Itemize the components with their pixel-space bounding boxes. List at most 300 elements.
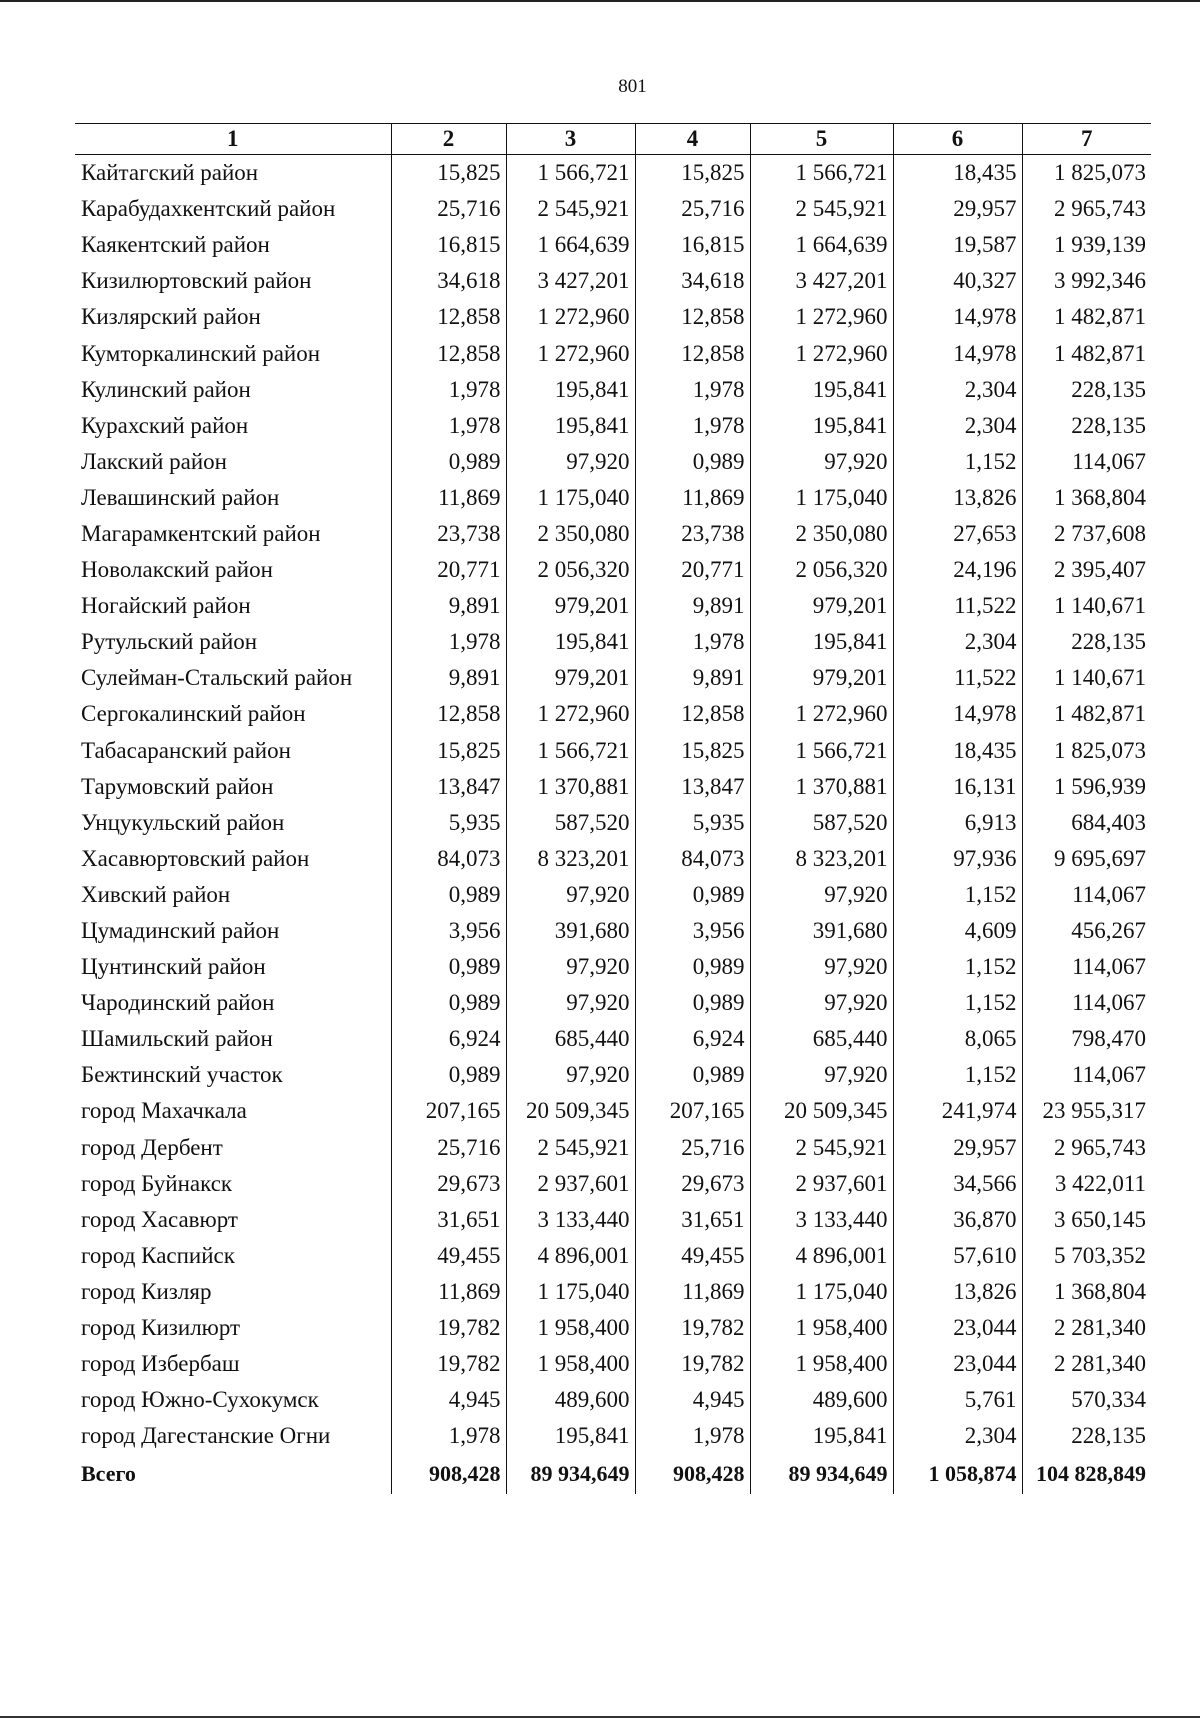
value-c7: 1 596,939: [1022, 769, 1151, 805]
table-total-row: [75, 1454, 1151, 1494]
value-c3: 1 566,721: [506, 733, 635, 769]
table-row: [75, 985, 1151, 1021]
value-c3: 1 272,960: [506, 696, 635, 732]
value-c6: 14,978: [893, 696, 1022, 732]
value-c4: 19,782: [635, 1310, 750, 1346]
municipality-name: город Избербаш: [75, 1346, 391, 1382]
value-c5: 1 175,040: [750, 480, 893, 516]
municipality-name: Цунтинский район: [75, 949, 391, 985]
municipality-name: Тарумовский район: [75, 769, 391, 805]
value-c6: 5,761: [893, 1382, 1022, 1418]
value-c4: 0,989: [635, 1057, 750, 1093]
value-c5: 97,920: [750, 985, 893, 1021]
value-c7: 228,135: [1022, 1418, 1151, 1454]
municipality-name: Карабудахкентский район: [75, 191, 391, 227]
value-c4: 9,891: [635, 588, 750, 624]
value-c6: 8,065: [893, 1021, 1022, 1057]
value-c5: 587,520: [750, 805, 893, 841]
value-c6: 4,609: [893, 913, 1022, 949]
value-c2: 19,782: [391, 1310, 506, 1346]
value-c6: 11,522: [893, 660, 1022, 696]
value-c2: 0,989: [391, 877, 506, 913]
table-row: [75, 1382, 1151, 1418]
table-row: [75, 733, 1151, 769]
value-c3: 391,680: [506, 913, 635, 949]
value-c3: 2 545,921: [506, 1130, 635, 1166]
total-value-c7: 104 828,849: [1022, 1454, 1151, 1494]
value-c2: 9,891: [391, 660, 506, 696]
total-value-c2: 908,428: [391, 1454, 506, 1494]
value-c7: 23 955,317: [1022, 1093, 1151, 1129]
value-c4: 11,869: [635, 480, 750, 516]
municipality-name: Хивский район: [75, 877, 391, 913]
value-c4: 15,825: [635, 733, 750, 769]
value-c2: 25,716: [391, 1130, 506, 1166]
value-c7: 2 737,608: [1022, 516, 1151, 552]
table-row: [75, 1418, 1151, 1454]
value-c7: 456,267: [1022, 913, 1151, 949]
table-row: [75, 191, 1151, 227]
value-c6: 34,566: [893, 1166, 1022, 1202]
value-c6: 13,826: [893, 480, 1022, 516]
value-c4: 9,891: [635, 660, 750, 696]
table-row: [75, 1021, 1151, 1057]
municipality-name: город Дербент: [75, 1130, 391, 1166]
value-c4: 1,978: [635, 408, 750, 444]
municipality-name: город Кизляр: [75, 1274, 391, 1310]
municipality-name: Кайтагский район: [75, 155, 391, 192]
value-c3: 3 133,440: [506, 1202, 635, 1238]
value-c7: 2 281,340: [1022, 1346, 1151, 1382]
value-c3: 1 175,040: [506, 1274, 635, 1310]
value-c5: 391,680: [750, 913, 893, 949]
value-c3: 1 370,881: [506, 769, 635, 805]
value-c3: 587,520: [506, 805, 635, 841]
column-header-4: 4: [635, 124, 750, 155]
value-c3: 489,600: [506, 1382, 635, 1418]
value-c3: 2 545,921: [506, 191, 635, 227]
value-c2: 9,891: [391, 588, 506, 624]
value-c7: 570,334: [1022, 1382, 1151, 1418]
value-c5: 1 175,040: [750, 1274, 893, 1310]
value-c3: 979,201: [506, 660, 635, 696]
value-c5: 8 323,201: [750, 841, 893, 877]
value-c3: 195,841: [506, 372, 635, 408]
table-row: [75, 1093, 1151, 1129]
value-c5: 489,600: [750, 1382, 893, 1418]
table-header-row: [75, 124, 1151, 155]
table-row: [75, 1274, 1151, 1310]
value-c4: 11,869: [635, 1274, 750, 1310]
value-c7: 2 281,340: [1022, 1310, 1151, 1346]
value-c2: 19,782: [391, 1346, 506, 1382]
value-c4: 23,738: [635, 516, 750, 552]
value-c3: 1 664,639: [506, 227, 635, 263]
table-row: [75, 372, 1151, 408]
municipality-name: Унцукульский район: [75, 805, 391, 841]
value-c4: 0,989: [635, 877, 750, 913]
value-c6: 16,131: [893, 769, 1022, 805]
value-c7: 3 992,346: [1022, 263, 1151, 299]
value-c2: 15,825: [391, 733, 506, 769]
value-c4: 0,989: [635, 985, 750, 1021]
value-c2: 1,978: [391, 408, 506, 444]
value-c2: 3,956: [391, 913, 506, 949]
value-c5: 1 272,960: [750, 299, 893, 335]
value-c4: 207,165: [635, 1093, 750, 1129]
value-c5: 1 272,960: [750, 335, 893, 371]
column-header-1: 1: [75, 124, 391, 155]
value-c2: 4,945: [391, 1382, 506, 1418]
table-row: [75, 696, 1151, 732]
value-c2: 11,869: [391, 1274, 506, 1310]
value-c7: 2 965,743: [1022, 191, 1151, 227]
municipality-name: город Южно-Сухокумск: [75, 1382, 391, 1418]
total-label: Всего: [75, 1454, 391, 1494]
table-row: [75, 949, 1151, 985]
value-c4: 0,989: [635, 444, 750, 480]
value-c2: 29,673: [391, 1166, 506, 1202]
municipality-name: город Каспийск: [75, 1238, 391, 1274]
value-c5: 195,841: [750, 408, 893, 444]
municipality-name: город Дагестанские Огни: [75, 1418, 391, 1454]
table-row: [75, 624, 1151, 660]
value-c5: 979,201: [750, 588, 893, 624]
value-c6: 11,522: [893, 588, 1022, 624]
table-row: [75, 299, 1151, 335]
value-c5: 97,920: [750, 949, 893, 985]
table-row: [75, 1130, 1151, 1166]
value-c5: 97,920: [750, 877, 893, 913]
value-c7: 1 825,073: [1022, 733, 1151, 769]
value-c2: 6,924: [391, 1021, 506, 1057]
table-row: [75, 516, 1151, 552]
value-c4: 19,782: [635, 1346, 750, 1382]
municipality-name: Новолакский район: [75, 552, 391, 588]
value-c2: 0,989: [391, 949, 506, 985]
value-c7: 1 368,804: [1022, 480, 1151, 516]
value-c4: 1,978: [635, 624, 750, 660]
value-c3: 979,201: [506, 588, 635, 624]
table-row: [75, 841, 1151, 877]
value-c6: 29,957: [893, 191, 1022, 227]
value-c5: 20 509,345: [750, 1093, 893, 1129]
value-c5: 97,920: [750, 1057, 893, 1093]
value-c2: 0,989: [391, 985, 506, 1021]
value-c3: 97,920: [506, 444, 635, 480]
value-c4: 1,978: [635, 372, 750, 408]
value-c2: 11,869: [391, 480, 506, 516]
value-c7: 684,403: [1022, 805, 1151, 841]
value-c4: 0,989: [635, 949, 750, 985]
table-row: [75, 227, 1151, 263]
value-c5: 1 958,400: [750, 1346, 893, 1382]
value-c7: 1 939,139: [1022, 227, 1151, 263]
total-value-c3: 89 934,649: [506, 1454, 635, 1494]
table-row: [75, 335, 1151, 371]
value-c4: 3,956: [635, 913, 750, 949]
municipality-name: Левашинский район: [75, 480, 391, 516]
value-c3: 1 566,721: [506, 155, 635, 192]
value-c2: 12,858: [391, 696, 506, 732]
value-c2: 13,847: [391, 769, 506, 805]
municipality-name: Ногайский район: [75, 588, 391, 624]
value-c3: 2 350,080: [506, 516, 635, 552]
value-c5: 1 566,721: [750, 155, 893, 192]
value-c5: 4 896,001: [750, 1238, 893, 1274]
value-c6: 1,152: [893, 985, 1022, 1021]
value-c7: 228,135: [1022, 372, 1151, 408]
value-c2: 12,858: [391, 335, 506, 371]
value-c3: 2 056,320: [506, 552, 635, 588]
value-c7: 114,067: [1022, 949, 1151, 985]
value-c6: 13,826: [893, 1274, 1022, 1310]
table-row: [75, 1346, 1151, 1382]
value-c3: 1 175,040: [506, 480, 635, 516]
value-c5: 685,440: [750, 1021, 893, 1057]
column-header-2: 2: [391, 124, 506, 155]
value-c7: 1 368,804: [1022, 1274, 1151, 1310]
value-c4: 20,771: [635, 552, 750, 588]
table-row: [75, 155, 1151, 192]
value-c6: 241,974: [893, 1093, 1022, 1129]
value-c2: 15,825: [391, 155, 506, 192]
value-c6: 57,610: [893, 1238, 1022, 1274]
value-c5: 2 545,921: [750, 191, 893, 227]
value-c3: 3 427,201: [506, 263, 635, 299]
table-row: [75, 805, 1151, 841]
municipality-name: город Буйнакск: [75, 1166, 391, 1202]
value-c6: 18,435: [893, 733, 1022, 769]
value-c3: 20 509,345: [506, 1093, 635, 1129]
value-c4: 5,935: [635, 805, 750, 841]
value-c5: 1 664,639: [750, 227, 893, 263]
value-c3: 1 272,960: [506, 299, 635, 335]
value-c7: 114,067: [1022, 1057, 1151, 1093]
table-body: [75, 155, 1151, 1495]
bottom-scan-edge: [0, 1716, 1200, 1718]
value-c4: 84,073: [635, 841, 750, 877]
total-value-c6: 1 058,874: [893, 1454, 1022, 1494]
value-c6: 18,435: [893, 155, 1022, 192]
value-c6: 14,978: [893, 335, 1022, 371]
value-c5: 2 350,080: [750, 516, 893, 552]
value-c4: 4,945: [635, 1382, 750, 1418]
municipality-name: Курахский район: [75, 408, 391, 444]
value-c5: 2 937,601: [750, 1166, 893, 1202]
table-row: [75, 913, 1151, 949]
value-c3: 1 958,400: [506, 1346, 635, 1382]
value-c2: 207,165: [391, 1093, 506, 1129]
value-c4: 12,858: [635, 335, 750, 371]
total-value-c4: 908,428: [635, 1454, 750, 1494]
municipality-name: Кулинский район: [75, 372, 391, 408]
table-row: [75, 660, 1151, 696]
value-c3: 4 896,001: [506, 1238, 635, 1274]
value-c5: 3 133,440: [750, 1202, 893, 1238]
total-value-c5: 89 934,649: [750, 1454, 893, 1494]
value-c2: 23,738: [391, 516, 506, 552]
municipality-name: Кизилюртовский район: [75, 263, 391, 299]
value-c3: 97,920: [506, 1057, 635, 1093]
table-row: [75, 877, 1151, 913]
page-number: 801: [618, 76, 647, 97]
value-c6: 97,936: [893, 841, 1022, 877]
value-c2: 12,858: [391, 299, 506, 335]
value-c3: 195,841: [506, 408, 635, 444]
value-c2: 25,716: [391, 191, 506, 227]
value-c7: 9 695,697: [1022, 841, 1151, 877]
municipality-name: Лакский район: [75, 444, 391, 480]
value-c5: 2 056,320: [750, 552, 893, 588]
value-c7: 228,135: [1022, 624, 1151, 660]
value-c7: 114,067: [1022, 877, 1151, 913]
value-c2: 1,978: [391, 1418, 506, 1454]
value-c4: 31,651: [635, 1202, 750, 1238]
municipality-name: Цумадинский район: [75, 913, 391, 949]
municipality-name: Рутульский район: [75, 624, 391, 660]
value-c2: 5,935: [391, 805, 506, 841]
value-c3: 8 323,201: [506, 841, 635, 877]
value-c4: 13,847: [635, 769, 750, 805]
value-c3: 685,440: [506, 1021, 635, 1057]
value-c6: 1,152: [893, 877, 1022, 913]
value-c7: 1 482,871: [1022, 696, 1151, 732]
value-c7: 228,135: [1022, 408, 1151, 444]
value-c7: 1 482,871: [1022, 335, 1151, 371]
value-c4: 16,815: [635, 227, 750, 263]
value-c4: 25,716: [635, 1130, 750, 1166]
table-row: [75, 1238, 1151, 1274]
value-c6: 6,913: [893, 805, 1022, 841]
value-c2: 16,815: [391, 227, 506, 263]
value-c5: 979,201: [750, 660, 893, 696]
value-c6: 14,978: [893, 299, 1022, 335]
table-row: [75, 480, 1151, 516]
allocation-table: [75, 123, 1151, 1494]
value-c4: 49,455: [635, 1238, 750, 1274]
value-c6: 1,152: [893, 949, 1022, 985]
value-c3: 1 958,400: [506, 1310, 635, 1346]
value-c7: 1 825,073: [1022, 155, 1151, 192]
column-header-3: 3: [506, 124, 635, 155]
value-c6: 40,327: [893, 263, 1022, 299]
municipality-name: Бежтинский участок: [75, 1057, 391, 1093]
value-c7: 1 140,671: [1022, 588, 1151, 624]
value-c2: 20,771: [391, 552, 506, 588]
value-c6: 2,304: [893, 408, 1022, 444]
value-c5: 195,841: [750, 624, 893, 660]
value-c6: 1,152: [893, 444, 1022, 480]
table-row: [75, 769, 1151, 805]
value-c3: 195,841: [506, 1418, 635, 1454]
value-c7: 2 965,743: [1022, 1130, 1151, 1166]
value-c3: 195,841: [506, 624, 635, 660]
value-c6: 2,304: [893, 1418, 1022, 1454]
value-c6: 2,304: [893, 372, 1022, 408]
value-c7: 2 395,407: [1022, 552, 1151, 588]
value-c4: 29,673: [635, 1166, 750, 1202]
value-c3: 97,920: [506, 877, 635, 913]
municipality-name: Сергокалинский район: [75, 696, 391, 732]
table-row: [75, 1166, 1151, 1202]
value-c6: 19,587: [893, 227, 1022, 263]
value-c5: 2 545,921: [750, 1130, 893, 1166]
municipality-name: Каякентский район: [75, 227, 391, 263]
table-row: [75, 1310, 1151, 1346]
value-c6: 23,044: [893, 1346, 1022, 1382]
value-c5: 195,841: [750, 372, 893, 408]
value-c7: 114,067: [1022, 985, 1151, 1021]
value-c5: 195,841: [750, 1418, 893, 1454]
municipality-name: Кизлярский район: [75, 299, 391, 335]
value-c4: 1,978: [635, 1418, 750, 1454]
municipality-name: Сулейман-Стальский район: [75, 660, 391, 696]
column-header-7: 7: [1022, 124, 1151, 155]
value-c5: 97,920: [750, 444, 893, 480]
table-row: [75, 444, 1151, 480]
municipality-name: Кумторкалинский район: [75, 335, 391, 371]
value-c2: 84,073: [391, 841, 506, 877]
value-c2: 1,978: [391, 624, 506, 660]
column-header-6: 6: [893, 124, 1022, 155]
value-c3: 97,920: [506, 949, 635, 985]
value-c7: 5 703,352: [1022, 1238, 1151, 1274]
value-c6: 29,957: [893, 1130, 1022, 1166]
column-header-5: 5: [750, 124, 893, 155]
municipality-name: Чародинский район: [75, 985, 391, 1021]
municipality-name: Шамильский район: [75, 1021, 391, 1057]
value-c3: 2 937,601: [506, 1166, 635, 1202]
value-c2: 0,989: [391, 1057, 506, 1093]
municipality-name: город Хасавюрт: [75, 1202, 391, 1238]
table-row: [75, 1057, 1151, 1093]
value-c4: 15,825: [635, 155, 750, 192]
value-c4: 34,618: [635, 263, 750, 299]
value-c3: 1 272,960: [506, 335, 635, 371]
municipality-name: город Кизилюрт: [75, 1310, 391, 1346]
table-row: [75, 1202, 1151, 1238]
value-c2: 0,989: [391, 444, 506, 480]
table-row: [75, 263, 1151, 299]
municipality-name: Хасавюртовский район: [75, 841, 391, 877]
value-c4: 12,858: [635, 696, 750, 732]
value-c6: 36,870: [893, 1202, 1022, 1238]
value-c6: 23,044: [893, 1310, 1022, 1346]
value-c7: 114,067: [1022, 444, 1151, 480]
value-c6: 24,196: [893, 552, 1022, 588]
value-c5: 1 272,960: [750, 696, 893, 732]
value-c2: 34,618: [391, 263, 506, 299]
municipality-name: Табасаранский район: [75, 733, 391, 769]
value-c7: 3 650,145: [1022, 1202, 1151, 1238]
value-c2: 1,978: [391, 372, 506, 408]
table-row: [75, 588, 1151, 624]
value-c2: 31,651: [391, 1202, 506, 1238]
municipality-name: город Махачкала: [75, 1093, 391, 1129]
value-c7: 798,470: [1022, 1021, 1151, 1057]
value-c5: 3 427,201: [750, 263, 893, 299]
value-c6: 27,653: [893, 516, 1022, 552]
value-c7: 1 482,871: [1022, 299, 1151, 335]
value-c5: 1 958,400: [750, 1310, 893, 1346]
value-c4: 25,716: [635, 191, 750, 227]
table-row: [75, 408, 1151, 444]
value-c7: 1 140,671: [1022, 660, 1151, 696]
value-c7: 3 422,011: [1022, 1166, 1151, 1202]
value-c2: 49,455: [391, 1238, 506, 1274]
table-row: [75, 552, 1151, 588]
